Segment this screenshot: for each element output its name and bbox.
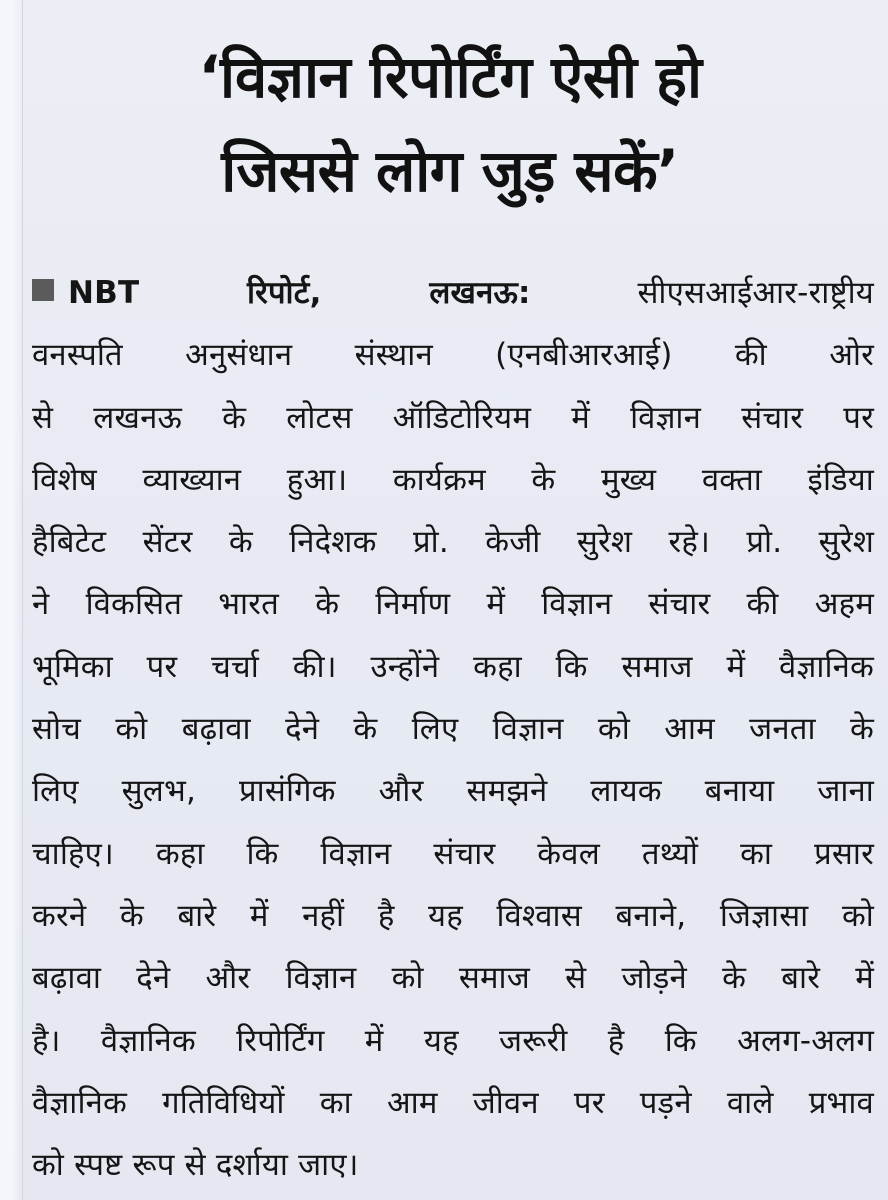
article-line: विशेष व्याख्यान हुआ। कार्यक्रम के मुख्य वक्ता इंडिया <box>32 461 874 498</box>
headline <box>60 30 840 218</box>
article-line: लिए सुलभ, प्रासंगिक और समझने लायक बनाया जाना <box>32 773 874 810</box>
article-line: चाहिए। कहा कि विज्ञान संचार केवल तथ्यों का प्रसार <box>32 835 874 872</box>
article-line: ने विकसित भारत के निर्माण में विज्ञान संचार की अहम <box>32 586 874 623</box>
dateline: NBT रिपोर्ट, लखनऊ: <box>68 275 531 311</box>
article-line: सोच को बढ़ावा देने के लिए विज्ञान को आम जनता के <box>32 711 874 748</box>
square-bullet-icon <box>32 279 54 301</box>
headline-line: ‘विज्ञान रिपोर्टिंग ऐसी हो <box>198 43 702 111</box>
article-line: से लखनऊ के लोटस ऑडिटोरियम में विज्ञान संचार पर <box>32 399 874 436</box>
headline-line: जिससे लोग जुड़ सकें’ <box>221 137 679 205</box>
article-line-text: सीएसआईआर-राष्ट्रीय <box>637 275 874 311</box>
article-body <box>32 262 874 1196</box>
page-edge <box>0 0 23 1200</box>
article-line: को स्पष्ट रूप से दर्शाया जाए। <box>32 1147 359 1184</box>
article-line <box>32 262 874 324</box>
article-line: बढ़ावा देने और विज्ञान को समाज से जोड़ने के बारे में <box>32 960 874 997</box>
article-line: वनस्पति अनुसंधान संस्थान (एनबीआरआई) की ओर <box>32 337 874 374</box>
article-line: वैज्ञानिक गतिविधियों का आम जीवन पर पड़ने वाले प्रभाव <box>32 1084 874 1121</box>
article-line: हैबिटेट सेंटर के निदेशक प्रो. केजी सुरेश रहे। प्रो. सुरेश <box>32 524 874 561</box>
article-line: है। वैज्ञानिक रिपोर्टिंग में यह जरूरी है कि अलग-अलग <box>32 1022 874 1059</box>
article-line: करने के बारे में नहीं है यह विश्वास बनाने, जिज्ञासा को <box>32 897 874 934</box>
article-line: भूमिका पर चर्चा की। उन्होंने कहा कि समाज में वैज्ञानिक <box>32 648 874 685</box>
